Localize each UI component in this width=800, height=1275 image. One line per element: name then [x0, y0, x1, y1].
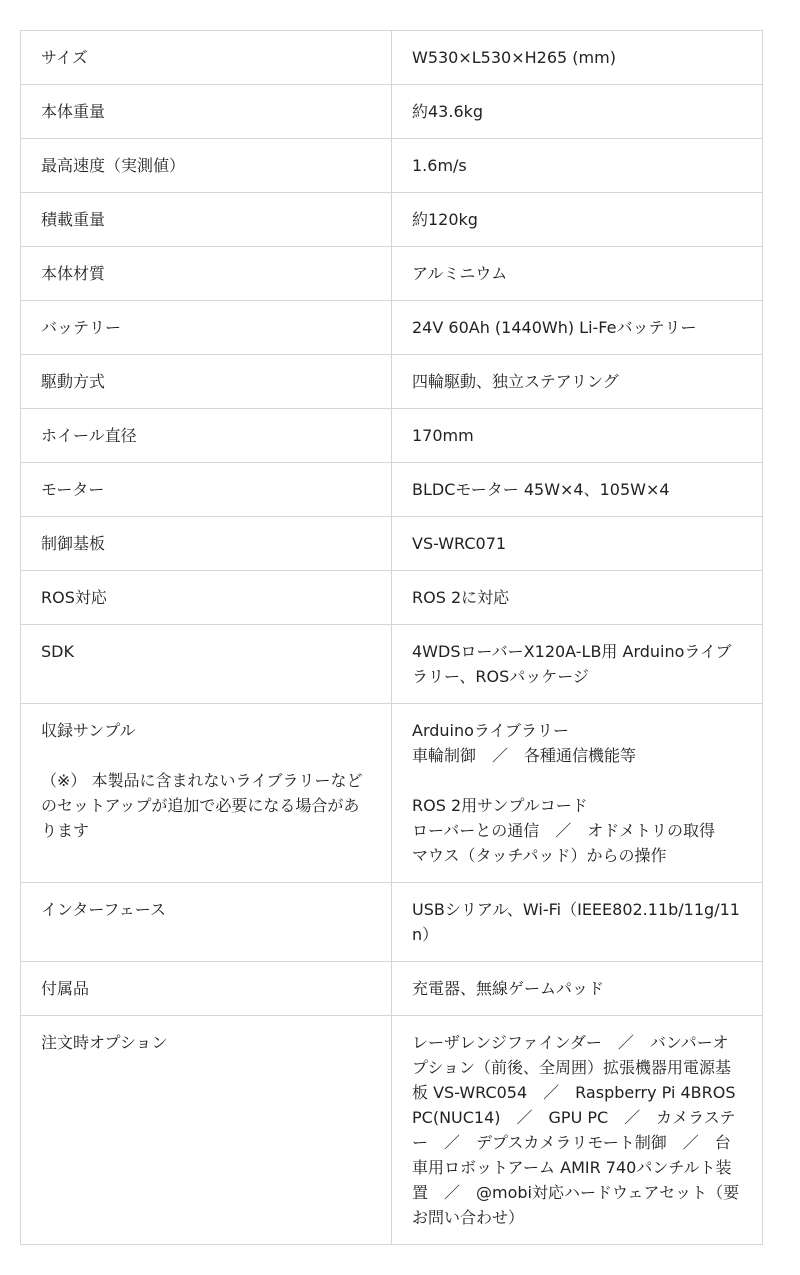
- spec-value: 約43.6kg: [412, 102, 484, 121]
- spec-label-cell: [21, 962, 392, 1016]
- spec-row: [21, 301, 763, 355]
- spec-label: 制御基板: [41, 534, 106, 553]
- spec-value: Arduinoライブラリー: [412, 721, 569, 740]
- spec-row: [21, 463, 763, 517]
- spec-label-cell: [21, 517, 392, 571]
- spec-value-cell: [392, 704, 763, 883]
- spec-value: 4WDSローバーX120A-LB用 Arduinoライブラリー、ROSパッケージ: [412, 642, 732, 686]
- spec-row: [21, 625, 763, 704]
- spec-label-cell: [21, 1016, 392, 1245]
- spec-value-cell: [392, 517, 763, 571]
- spec-label: バッテリー: [41, 318, 122, 337]
- spec-label-cell: [21, 247, 392, 301]
- spec-row: [21, 31, 763, 85]
- spec-label: 付属品: [41, 979, 90, 998]
- spec-value: 1.6m/s: [412, 156, 467, 175]
- spec-row: [21, 704, 763, 883]
- spec-value-cell: [392, 31, 763, 85]
- spec-label-cell: [21, 301, 392, 355]
- spec-value: 約120kg: [412, 210, 478, 229]
- spec-label: 収録サンプル: [41, 721, 136, 740]
- spec-label-cell: [21, 31, 392, 85]
- spec-value: 充電器、無線ゲームパッド: [412, 979, 605, 998]
- spec-value: 170mm: [412, 426, 474, 445]
- spec-label-cell: [21, 355, 392, 409]
- spec-label-cell: [21, 625, 392, 704]
- spec-value-cell: [392, 409, 763, 463]
- spec-value: 四輪駆動、独立ステアリング: [412, 372, 619, 391]
- spec-label: インターフェース: [41, 900, 166, 919]
- spec-value-cell: [392, 883, 763, 962]
- spec-label-cell: [21, 704, 392, 883]
- spec-row: [21, 883, 763, 962]
- spec-label: 駆動方式: [41, 372, 106, 391]
- spec-value: ローバーとの通信 ／ オドメトリの取得: [412, 821, 716, 840]
- spec-value: BLDCモーター 45W×4、105W×4: [412, 480, 670, 499]
- spec-row: [21, 962, 763, 1016]
- spec-row: [21, 139, 763, 193]
- spec-label-cell: [21, 463, 392, 517]
- spec-label: モーター: [41, 480, 105, 499]
- spec-label: サイズ: [41, 48, 88, 67]
- spec-label: 注文時オプション: [41, 1033, 168, 1052]
- spec-label: （※） 本製品に含まれないライブラリーなどのセットアップが追加で必要になる場合があります: [41, 771, 363, 840]
- spec-value-cell: [392, 355, 763, 409]
- spec-row: [21, 409, 763, 463]
- spec-value-cell: [392, 247, 763, 301]
- spec-label-cell: [21, 193, 392, 247]
- spec-label: ROS対応: [41, 588, 107, 607]
- spec-value: [412, 768, 742, 793]
- spec-label: 最高速度（実測値）: [41, 156, 186, 175]
- spec-label: 積載重量: [41, 210, 106, 229]
- spec-value-cell: [392, 193, 763, 247]
- spec-value-cell: [392, 962, 763, 1016]
- spec-value-cell: [392, 463, 763, 517]
- spec-row: [21, 193, 763, 247]
- spec-label: ホイール直径: [41, 426, 137, 445]
- spec-value: ROS 2に対応: [412, 588, 510, 607]
- spec-row: [21, 85, 763, 139]
- spec-label: [41, 743, 371, 768]
- spec-table: [20, 30, 763, 1245]
- spec-row: [21, 1016, 763, 1245]
- spec-value: ROS 2用サンプルコード: [412, 796, 588, 815]
- spec-row: [21, 571, 763, 625]
- spec-label-cell: [21, 139, 392, 193]
- spec-value: 車輪制御 ／ 各種通信機能等: [412, 746, 637, 765]
- spec-row: [21, 247, 763, 301]
- spec-row: [21, 517, 763, 571]
- spec-value-cell: [392, 301, 763, 355]
- spec-value: 24V 60Ah (1440Wh) Li-Feバッテリー: [412, 318, 697, 337]
- spec-label-cell: [21, 85, 392, 139]
- spec-value-cell: [392, 625, 763, 704]
- spec-value: レーザレンジファインダー ／ バンパーオプション（前後、全周囲）拡張機器用電源基板 VS-WRC054 ／ Raspberry Pi 4BROS PC(NUC14) ／ GPU PC ／ カメラステー ／ デプスカメラリモート制御 ／ 台車用ロボットアーム AMIR 740パンチルト装置 ／ @mobi対応ハードウェアセット（要お問い合わせ）: [412, 1033, 740, 1227]
- spec-row: [21, 355, 763, 409]
- spec-value: VS-WRC071: [412, 534, 507, 553]
- spec-value: アルミニウム: [412, 264, 508, 283]
- spec-value: USBシリアル、Wi-Fi（IEEE802.11b/11g/11n）: [412, 900, 740, 944]
- spec-label: 本体材質: [41, 264, 106, 283]
- spec-value-cell: [392, 85, 763, 139]
- spec-value-cell: [392, 139, 763, 193]
- spec-table-body: [21, 31, 763, 1245]
- spec-value-cell: [392, 571, 763, 625]
- spec-label: 本体重量: [41, 102, 106, 121]
- spec-label-cell: [21, 409, 392, 463]
- spec-value-cell: [392, 1016, 763, 1245]
- spec-label-cell: [21, 883, 392, 962]
- spec-value: マウス（タッチパッド）からの操作: [412, 846, 667, 865]
- spec-value: W530×L530×H265 (mm): [412, 48, 616, 67]
- spec-label-cell: [21, 571, 392, 625]
- spec-label: SDK: [41, 642, 74, 661]
